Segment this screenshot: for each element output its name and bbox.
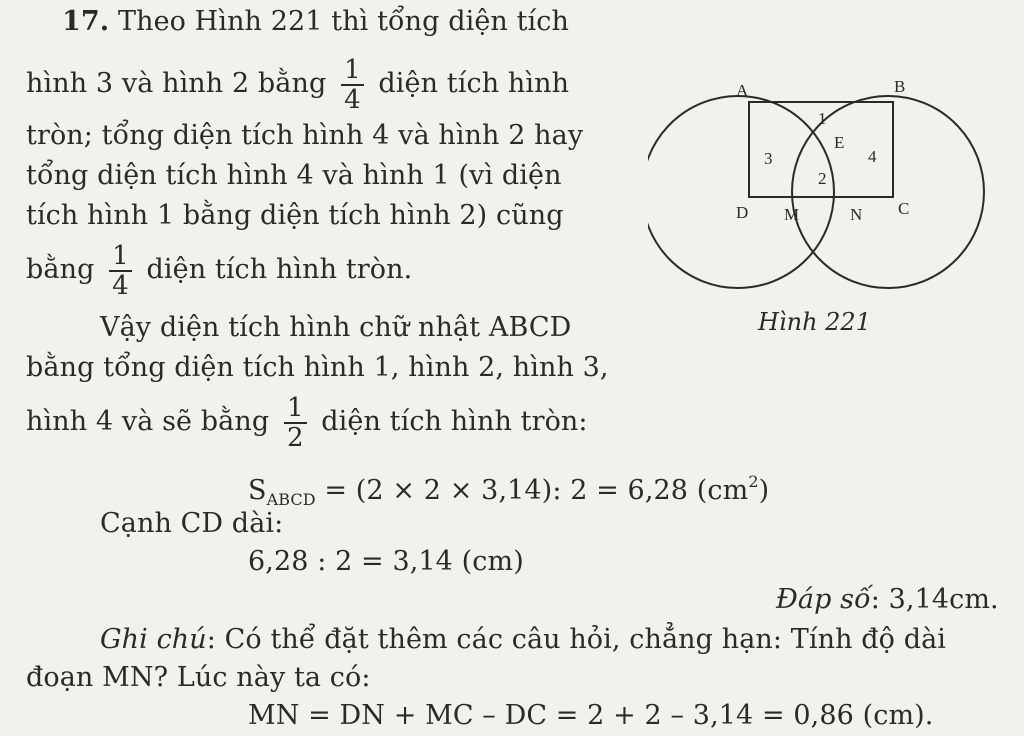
fraction-denominator: 4 (112, 270, 129, 301)
text-span: bằng (26, 254, 95, 285)
point-label-b: B (894, 77, 906, 96)
text-line: Cạnh CD dài: (100, 508, 284, 539)
region-label-2: 2 (818, 169, 827, 188)
note-label: Ghi chú (100, 624, 207, 655)
equation-area (248, 466, 769, 516)
point-label-d: D (736, 203, 749, 222)
text-line (62, 6, 569, 38)
text-span: Theo Hình 221 thì tổng diện tích (117, 6, 569, 37)
fraction-numerator: 1 (341, 56, 364, 86)
region-label-1: 1 (818, 109, 827, 128)
fraction-denominator: 4 (344, 84, 361, 115)
answer-label: Đáp số (776, 584, 871, 615)
fraction-one-quarter (109, 242, 132, 300)
region-label-3: 3 (764, 149, 773, 168)
text-span: : Có thể đặt thêm các câu hỏi, chẳng hạn: Tính độ dài (206, 624, 947, 655)
text-line: bằng tổng diện tích hình 1, hình 2, hình 3, (26, 352, 609, 383)
figure-221 (648, 70, 988, 306)
text-span: diện tích hình tròn. (146, 254, 413, 285)
point-label-e: E (834, 133, 845, 152)
equation-text: ) (758, 475, 770, 506)
text-line: tổng diện tích hình 4 và hình 1 (vì diện (26, 160, 562, 191)
equation-mn: MN = DN + MC – DC = 2 + 2 – 3,14 = 0,86 (cm). (248, 700, 934, 731)
region-label-4: 4 (868, 147, 877, 166)
fraction-one-quarter (341, 56, 364, 114)
answer-line (776, 584, 999, 616)
fraction-denominator: 2 (286, 422, 304, 453)
left-circle (648, 96, 834, 288)
text-line (26, 390, 588, 454)
text-span: hình 3 và hình 2 bằng (26, 68, 327, 99)
equation-superscript: 2 (748, 472, 759, 491)
equation-subscript: ABCD (266, 490, 316, 509)
problem-number: 17. (62, 6, 110, 37)
figure-caption: Hình 221 (758, 308, 871, 336)
answer-value: : 3,14cm. (870, 584, 999, 615)
point-label-c: C (898, 199, 910, 218)
point-label-a: A (736, 81, 749, 100)
text-line (26, 238, 412, 302)
text-span: diện tích hình (378, 68, 570, 99)
text-line: Vậy diện tích hình chữ nhật ABCD (100, 312, 572, 343)
text-span: diện tích hình tròn: (321, 406, 588, 437)
fraction-one-half (284, 394, 307, 452)
equation-text: = (2 × 2 × 3,14): 2 = 6,28 (cm (324, 475, 749, 506)
equation-cd: 6,28 : 2 = 3,14 (cm) (248, 546, 524, 577)
fraction-numerator: 1 (109, 242, 132, 272)
text-line (26, 52, 569, 116)
text-line: tròn; tổng diện tích hình 4 và hình 2 hay (26, 120, 584, 151)
point-label-n: N (850, 205, 863, 224)
text-span: hình 4 và sẽ bằng (26, 406, 270, 437)
fraction-numerator: 1 (284, 394, 307, 424)
text-line: đoạn MN? Lúc này ta có: (26, 662, 371, 693)
point-label-m: M (784, 205, 800, 224)
equation-symbol: S (248, 475, 267, 506)
note-line (100, 624, 946, 656)
text-line: tích hình 1 bằng diện tích hình 2) cũng (26, 200, 564, 231)
